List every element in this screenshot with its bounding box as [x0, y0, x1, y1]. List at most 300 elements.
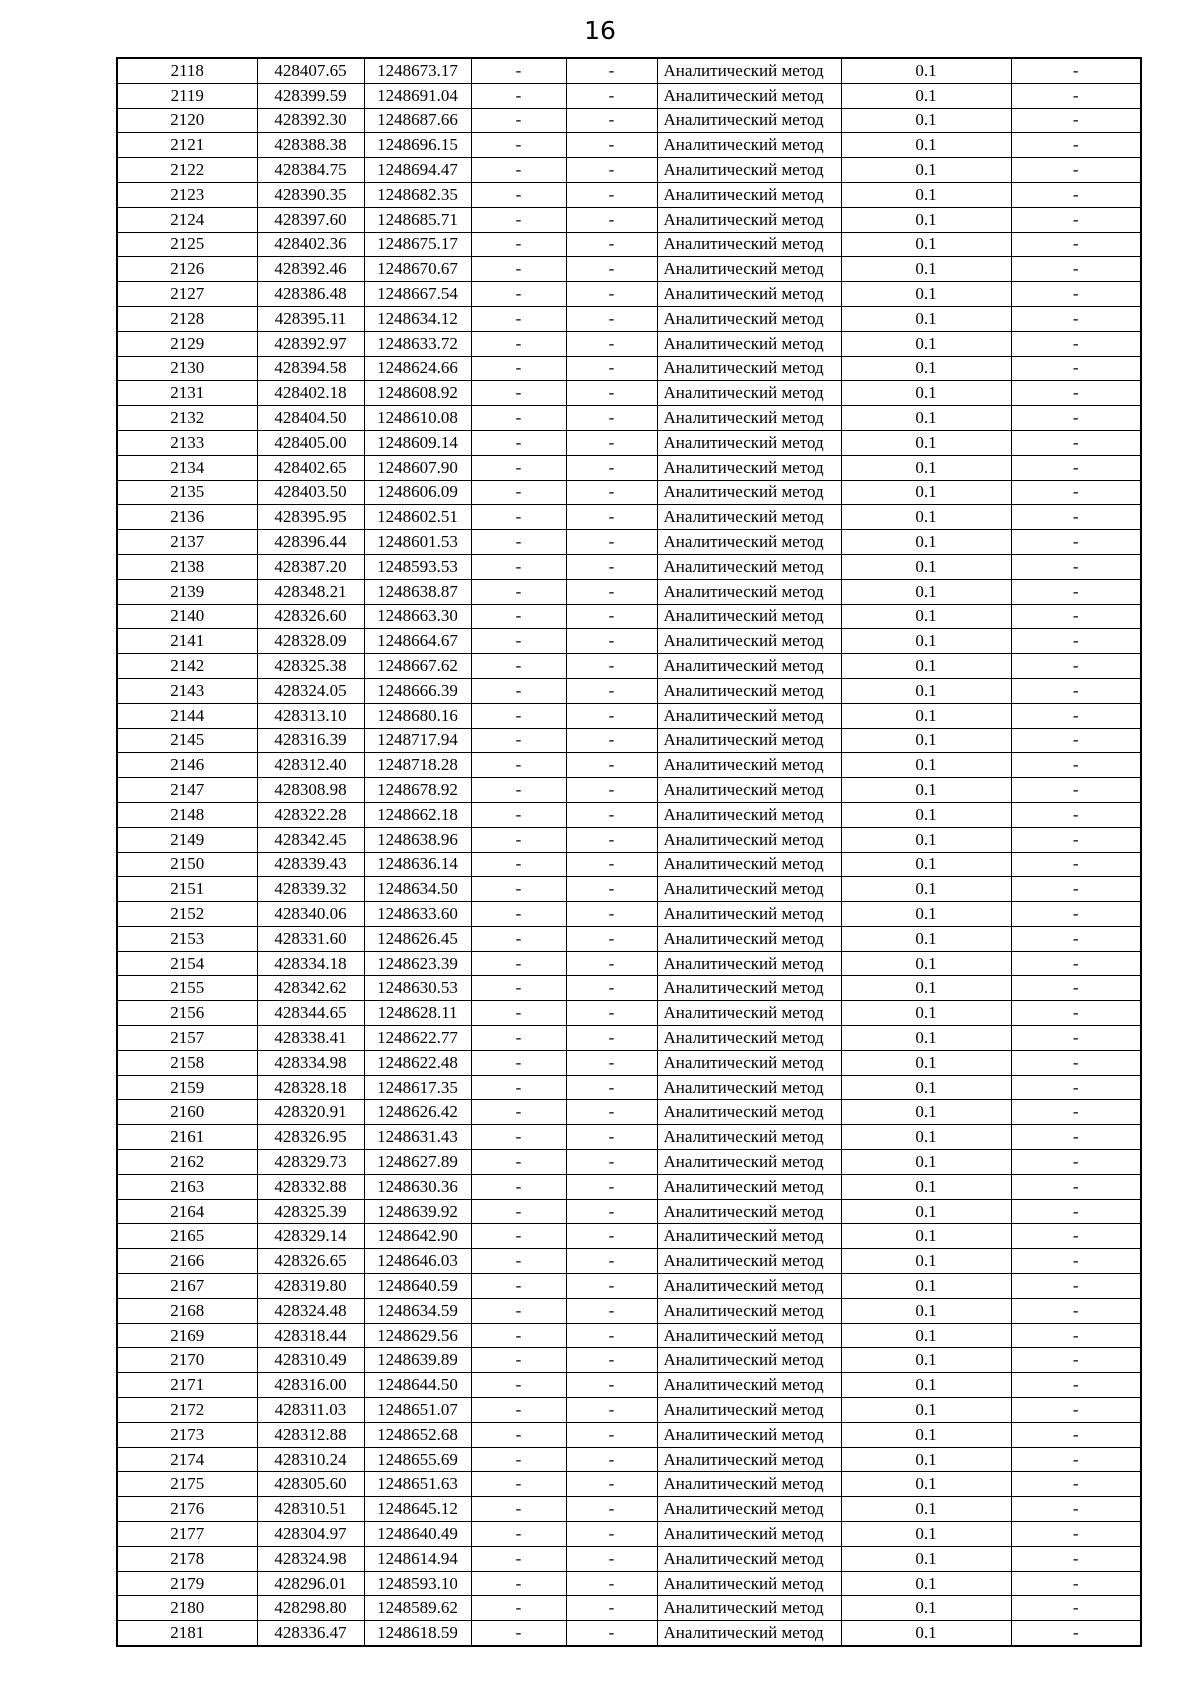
table-row: [117, 282, 1141, 307]
point-number-cell: 2146: [117, 753, 257, 778]
method-cell: Аналитический метод: [657, 926, 841, 951]
dash-cell: -: [1011, 182, 1141, 207]
table-row: [117, 1125, 1141, 1150]
table-row: [117, 381, 1141, 406]
accuracy-cell: 0.1: [841, 505, 1011, 530]
point-number-cell: 2125: [117, 232, 257, 257]
accuracy-cell: 0.1: [841, 282, 1011, 307]
dash-cell: -: [1011, 703, 1141, 728]
point-number-cell: 2155: [117, 976, 257, 1001]
dash-cell: -: [1011, 728, 1141, 753]
table-row: [117, 1050, 1141, 1075]
method-cell: Аналитический метод: [657, 1348, 841, 1373]
accuracy-cell: 0.1: [841, 852, 1011, 877]
dash-cell: -: [566, 83, 657, 108]
table-row: [117, 1522, 1141, 1547]
accuracy-cell: 0.1: [841, 1447, 1011, 1472]
dash-cell: -: [1011, 877, 1141, 902]
point-number-cell: 2150: [117, 852, 257, 877]
method-cell: Аналитический метод: [657, 827, 841, 852]
method-cell: Аналитический метод: [657, 877, 841, 902]
x-coordinate-cell: 428326.60: [257, 604, 364, 629]
accuracy-cell: 0.1: [841, 455, 1011, 480]
x-coordinate-cell: 428388.38: [257, 133, 364, 158]
table-row: [117, 579, 1141, 604]
table-row: [117, 1422, 1141, 1447]
y-coordinate-cell: 1248634.59: [364, 1298, 471, 1323]
accuracy-cell: 0.1: [841, 257, 1011, 282]
dash-cell: -: [566, 753, 657, 778]
x-coordinate-cell: 428328.09: [257, 629, 364, 654]
table-row: [117, 703, 1141, 728]
dash-cell: -: [566, 1398, 657, 1423]
table-row: [117, 306, 1141, 331]
dash-cell: -: [566, 182, 657, 207]
accuracy-cell: 0.1: [841, 1422, 1011, 1447]
accuracy-cell: 0.1: [841, 232, 1011, 257]
method-cell: Аналитический метод: [657, 182, 841, 207]
dash-cell: -: [1011, 629, 1141, 654]
dash-cell: -: [1011, 778, 1141, 803]
table-row: [117, 1274, 1141, 1299]
method-cell: Аналитический метод: [657, 1150, 841, 1175]
table-row: [117, 1323, 1141, 1348]
method-cell: Аналитический метод: [657, 158, 841, 183]
point-number-cell: 2123: [117, 182, 257, 207]
y-coordinate-cell: 1248626.45: [364, 926, 471, 951]
dash-cell: -: [1011, 1150, 1141, 1175]
x-coordinate-cell: 428310.24: [257, 1447, 364, 1472]
accuracy-cell: 0.1: [841, 1298, 1011, 1323]
accuracy-cell: 0.1: [841, 554, 1011, 579]
dash-cell: -: [1011, 530, 1141, 555]
x-coordinate-cell: 428324.48: [257, 1298, 364, 1323]
table-row: [117, 1546, 1141, 1571]
x-coordinate-cell: 428322.28: [257, 802, 364, 827]
y-coordinate-cell: 1248606.09: [364, 480, 471, 505]
dash-cell: -: [471, 1348, 566, 1373]
dash-cell: -: [471, 926, 566, 951]
accuracy-cell: 0.1: [841, 802, 1011, 827]
dash-cell: -: [1011, 1472, 1141, 1497]
accuracy-cell: 0.1: [841, 1546, 1011, 1571]
y-coordinate-cell: 1248617.35: [364, 1075, 471, 1100]
table-row: [117, 158, 1141, 183]
dash-cell: -: [1011, 331, 1141, 356]
x-coordinate-cell: 428324.05: [257, 678, 364, 703]
point-number-cell: 2164: [117, 1199, 257, 1224]
dash-cell: -: [1011, 1174, 1141, 1199]
accuracy-cell: 0.1: [841, 1323, 1011, 1348]
accuracy-cell: 0.1: [841, 703, 1011, 728]
dash-cell: -: [566, 406, 657, 431]
dash-cell: -: [471, 282, 566, 307]
point-number-cell: 2122: [117, 158, 257, 183]
accuracy-cell: 0.1: [841, 381, 1011, 406]
x-coordinate-cell: 428334.98: [257, 1050, 364, 1075]
method-cell: Аналитический метод: [657, 455, 841, 480]
dash-cell: -: [566, 728, 657, 753]
x-coordinate-cell: 428296.01: [257, 1571, 364, 1596]
method-cell: Аналитический метод: [657, 530, 841, 555]
dash-cell: -: [566, 604, 657, 629]
dash-cell: -: [1011, 133, 1141, 158]
y-coordinate-cell: 1248593.10: [364, 1571, 471, 1596]
method-cell: Аналитический метод: [657, 1323, 841, 1348]
table-row: [117, 356, 1141, 381]
method-cell: Аналитический метод: [657, 976, 841, 1001]
dash-cell: -: [471, 1274, 566, 1299]
dash-cell: -: [566, 331, 657, 356]
accuracy-cell: 0.1: [841, 629, 1011, 654]
dash-cell: -: [471, 728, 566, 753]
method-cell: Аналитический метод: [657, 753, 841, 778]
x-coordinate-cell: 428399.59: [257, 83, 364, 108]
dash-cell: -: [1011, 1001, 1141, 1026]
point-number-cell: 2139: [117, 579, 257, 604]
dash-cell: -: [471, 1075, 566, 1100]
dash-cell: -: [471, 1422, 566, 1447]
method-cell: Аналитический метод: [657, 331, 841, 356]
accuracy-cell: 0.1: [841, 1571, 1011, 1596]
dash-cell: -: [566, 430, 657, 455]
dash-cell: -: [471, 852, 566, 877]
table-row: [117, 1373, 1141, 1398]
dash-cell: -: [471, 182, 566, 207]
y-coordinate-cell: 1248601.53: [364, 530, 471, 555]
point-number-cell: 2121: [117, 133, 257, 158]
x-coordinate-cell: 428313.10: [257, 703, 364, 728]
accuracy-cell: 0.1: [841, 976, 1011, 1001]
method-cell: Аналитический метод: [657, 852, 841, 877]
coordinates-table: [116, 57, 1142, 1647]
point-number-cell: 2156: [117, 1001, 257, 1026]
dash-cell: -: [566, 703, 657, 728]
dash-cell: -: [471, 877, 566, 902]
accuracy-cell: 0.1: [841, 1497, 1011, 1522]
method-cell: Аналитический метод: [657, 1398, 841, 1423]
point-number-cell: 2153: [117, 926, 257, 951]
method-cell: Аналитический метод: [657, 1298, 841, 1323]
dash-cell: -: [566, 1373, 657, 1398]
table-row: [117, 654, 1141, 679]
dash-cell: -: [1011, 1571, 1141, 1596]
x-coordinate-cell: 428304.97: [257, 1522, 364, 1547]
x-coordinate-cell: 428331.60: [257, 926, 364, 951]
accuracy-cell: 0.1: [841, 753, 1011, 778]
y-coordinate-cell: 1248646.03: [364, 1249, 471, 1274]
y-coordinate-cell: 1248630.36: [364, 1174, 471, 1199]
x-coordinate-cell: 428334.18: [257, 951, 364, 976]
dash-cell: -: [1011, 108, 1141, 133]
method-cell: Аналитический метод: [657, 1274, 841, 1299]
dash-cell: -: [566, 1150, 657, 1175]
x-coordinate-cell: 428392.97: [257, 331, 364, 356]
dash-cell: -: [566, 654, 657, 679]
y-coordinate-cell: 1248655.69: [364, 1447, 471, 1472]
table-row: [117, 430, 1141, 455]
x-coordinate-cell: 428402.36: [257, 232, 364, 257]
accuracy-cell: 0.1: [841, 158, 1011, 183]
point-number-cell: 2171: [117, 1373, 257, 1398]
table-row: [117, 604, 1141, 629]
dash-cell: -: [566, 58, 657, 83]
dash-cell: -: [1011, 1621, 1141, 1646]
dash-cell: -: [1011, 1398, 1141, 1423]
method-cell: Аналитический метод: [657, 902, 841, 927]
method-cell: Аналитический метод: [657, 381, 841, 406]
dash-cell: -: [566, 1026, 657, 1051]
dash-cell: -: [1011, 827, 1141, 852]
accuracy-cell: 0.1: [841, 728, 1011, 753]
table-row: [117, 1100, 1141, 1125]
dash-cell: -: [471, 158, 566, 183]
table-row: [117, 1497, 1141, 1522]
dash-cell: -: [566, 1125, 657, 1150]
dash-cell: -: [1011, 976, 1141, 1001]
dash-cell: -: [471, 232, 566, 257]
dash-cell: -: [1011, 58, 1141, 83]
dash-cell: -: [566, 629, 657, 654]
x-coordinate-cell: 428394.58: [257, 356, 364, 381]
y-coordinate-cell: 1248675.17: [364, 232, 471, 257]
table-row: [117, 678, 1141, 703]
method-cell: Аналитический метод: [657, 1199, 841, 1224]
method-cell: Аналитический метод: [657, 232, 841, 257]
x-coordinate-cell: 428392.30: [257, 108, 364, 133]
y-coordinate-cell: 1248639.89: [364, 1348, 471, 1373]
point-number-cell: 2130: [117, 356, 257, 381]
point-number-cell: 2129: [117, 331, 257, 356]
dash-cell: -: [1011, 604, 1141, 629]
dash-cell: -: [471, 1398, 566, 1423]
table-row: [117, 480, 1141, 505]
accuracy-cell: 0.1: [841, 1199, 1011, 1224]
table-row: [117, 728, 1141, 753]
table-row: [117, 1298, 1141, 1323]
dash-cell: -: [566, 1571, 657, 1596]
table-row: [117, 976, 1141, 1001]
accuracy-cell: 0.1: [841, 1596, 1011, 1621]
table-row: [117, 207, 1141, 232]
method-cell: Аналитический метод: [657, 1522, 841, 1547]
table-row: [117, 1026, 1141, 1051]
dash-cell: -: [1011, 654, 1141, 679]
point-number-cell: 2124: [117, 207, 257, 232]
y-coordinate-cell: 1248627.89: [364, 1150, 471, 1175]
point-number-cell: 2127: [117, 282, 257, 307]
dash-cell: -: [471, 1174, 566, 1199]
dash-cell: -: [566, 480, 657, 505]
x-coordinate-cell: 428395.11: [257, 306, 364, 331]
y-coordinate-cell: 1248628.11: [364, 1001, 471, 1026]
method-cell: Аналитический метод: [657, 1174, 841, 1199]
accuracy-cell: 0.1: [841, 306, 1011, 331]
dash-cell: -: [566, 505, 657, 530]
dash-cell: -: [566, 951, 657, 976]
dash-cell: -: [566, 1546, 657, 1571]
y-coordinate-cell: 1248607.90: [364, 455, 471, 480]
dash-cell: -: [1011, 356, 1141, 381]
dash-cell: -: [471, 1447, 566, 1472]
method-cell: Аналитический метод: [657, 505, 841, 530]
table-row: [117, 951, 1141, 976]
accuracy-cell: 0.1: [841, 331, 1011, 356]
x-coordinate-cell: 428396.44: [257, 530, 364, 555]
y-coordinate-cell: 1248633.60: [364, 902, 471, 927]
dash-cell: -: [471, 480, 566, 505]
dash-cell: -: [471, 1497, 566, 1522]
y-coordinate-cell: 1248629.56: [364, 1323, 471, 1348]
x-coordinate-cell: 428298.80: [257, 1596, 364, 1621]
table-row: [117, 1447, 1141, 1472]
method-cell: Аналитический метод: [657, 1447, 841, 1472]
y-coordinate-cell: 1248717.94: [364, 728, 471, 753]
dash-cell: -: [566, 455, 657, 480]
point-number-cell: 2181: [117, 1621, 257, 1646]
accuracy-cell: 0.1: [841, 1026, 1011, 1051]
point-number-cell: 2179: [117, 1571, 257, 1596]
x-coordinate-cell: 428387.20: [257, 554, 364, 579]
accuracy-cell: 0.1: [841, 1472, 1011, 1497]
x-coordinate-cell: 428336.47: [257, 1621, 364, 1646]
point-number-cell: 2152: [117, 902, 257, 927]
accuracy-cell: 0.1: [841, 926, 1011, 951]
dash-cell: -: [471, 604, 566, 629]
accuracy-cell: 0.1: [841, 1522, 1011, 1547]
dash-cell: -: [1011, 1422, 1141, 1447]
accuracy-cell: 0.1: [841, 951, 1011, 976]
dash-cell: -: [566, 133, 657, 158]
table-row: [117, 133, 1141, 158]
y-coordinate-cell: 1248642.90: [364, 1224, 471, 1249]
dash-cell: -: [471, 629, 566, 654]
dash-cell: -: [471, 902, 566, 927]
accuracy-cell: 0.1: [841, 207, 1011, 232]
dash-cell: -: [566, 902, 657, 927]
dash-cell: -: [1011, 753, 1141, 778]
x-coordinate-cell: 428326.95: [257, 1125, 364, 1150]
point-number-cell: 2177: [117, 1522, 257, 1547]
x-coordinate-cell: 428402.65: [257, 455, 364, 480]
table-row: [117, 1001, 1141, 1026]
accuracy-cell: 0.1: [841, 1050, 1011, 1075]
y-coordinate-cell: 1248593.53: [364, 554, 471, 579]
point-number-cell: 2175: [117, 1472, 257, 1497]
method-cell: Аналитический метод: [657, 83, 841, 108]
accuracy-cell: 0.1: [841, 1150, 1011, 1175]
dash-cell: -: [471, 455, 566, 480]
dash-cell: -: [566, 976, 657, 1001]
y-coordinate-cell: 1248640.49: [364, 1522, 471, 1547]
dash-cell: -: [471, 951, 566, 976]
point-number-cell: 2132: [117, 406, 257, 431]
y-coordinate-cell: 1248631.43: [364, 1125, 471, 1150]
dash-cell: -: [1011, 1522, 1141, 1547]
dash-cell: -: [1011, 1199, 1141, 1224]
page-number: 16: [584, 16, 616, 45]
x-coordinate-cell: 428310.51: [257, 1497, 364, 1522]
dash-cell: -: [471, 1001, 566, 1026]
dash-cell: -: [1011, 802, 1141, 827]
table-row: [117, 505, 1141, 530]
dash-cell: -: [566, 852, 657, 877]
dash-cell: -: [566, 1174, 657, 1199]
table-row: [117, 902, 1141, 927]
accuracy-cell: 0.1: [841, 133, 1011, 158]
dash-cell: -: [1011, 406, 1141, 431]
point-number-cell: 2142: [117, 654, 257, 679]
dash-cell: -: [566, 158, 657, 183]
dash-cell: -: [471, 1125, 566, 1150]
dash-cell: -: [1011, 207, 1141, 232]
point-number-cell: 2161: [117, 1125, 257, 1150]
x-coordinate-cell: 428392.46: [257, 257, 364, 282]
dash-cell: -: [1011, 678, 1141, 703]
table-row: [117, 1348, 1141, 1373]
dash-cell: -: [1011, 951, 1141, 976]
y-coordinate-cell: 1248618.59: [364, 1621, 471, 1646]
y-coordinate-cell: 1248663.30: [364, 604, 471, 629]
dash-cell: -: [566, 802, 657, 827]
method-cell: Аналитический метод: [657, 728, 841, 753]
table-row: [117, 1174, 1141, 1199]
method-cell: Аналитический метод: [657, 257, 841, 282]
dash-cell: -: [566, 1621, 657, 1646]
y-coordinate-cell: 1248667.62: [364, 654, 471, 679]
accuracy-cell: 0.1: [841, 1100, 1011, 1125]
table-row: [117, 331, 1141, 356]
table-row: [117, 530, 1141, 555]
dash-cell: -: [1011, 1596, 1141, 1621]
x-coordinate-cell: 428384.75: [257, 158, 364, 183]
dash-cell: -: [1011, 1546, 1141, 1571]
y-coordinate-cell: 1248670.67: [364, 257, 471, 282]
table-row: [117, 1150, 1141, 1175]
method-cell: Аналитический метод: [657, 1373, 841, 1398]
y-coordinate-cell: 1248639.92: [364, 1199, 471, 1224]
dash-cell: -: [471, 1100, 566, 1125]
y-coordinate-cell: 1248622.77: [364, 1026, 471, 1051]
point-number-cell: 2136: [117, 505, 257, 530]
dash-cell: -: [566, 678, 657, 703]
y-coordinate-cell: 1248638.96: [364, 827, 471, 852]
y-coordinate-cell: 1248691.04: [364, 83, 471, 108]
y-coordinate-cell: 1248622.48: [364, 1050, 471, 1075]
point-number-cell: 2166: [117, 1249, 257, 1274]
x-coordinate-cell: 428316.39: [257, 728, 364, 753]
accuracy-cell: 0.1: [841, 480, 1011, 505]
dash-cell: -: [566, 306, 657, 331]
table-row: [117, 1472, 1141, 1497]
table-row: [117, 802, 1141, 827]
dash-cell: -: [471, 207, 566, 232]
point-number-cell: 2154: [117, 951, 257, 976]
dash-cell: -: [471, 1373, 566, 1398]
method-cell: Аналитический метод: [657, 1050, 841, 1075]
x-coordinate-cell: 428318.44: [257, 1323, 364, 1348]
dash-cell: -: [566, 1050, 657, 1075]
method-cell: Аналитический метод: [657, 579, 841, 604]
accuracy-cell: 0.1: [841, 579, 1011, 604]
accuracy-cell: 0.1: [841, 604, 1011, 629]
method-cell: Аналитический метод: [657, 1546, 841, 1571]
point-number-cell: 2168: [117, 1298, 257, 1323]
point-number-cell: 2145: [117, 728, 257, 753]
x-coordinate-cell: 428340.06: [257, 902, 364, 927]
table-row: [117, 877, 1141, 902]
method-cell: Аналитический метод: [657, 1125, 841, 1150]
